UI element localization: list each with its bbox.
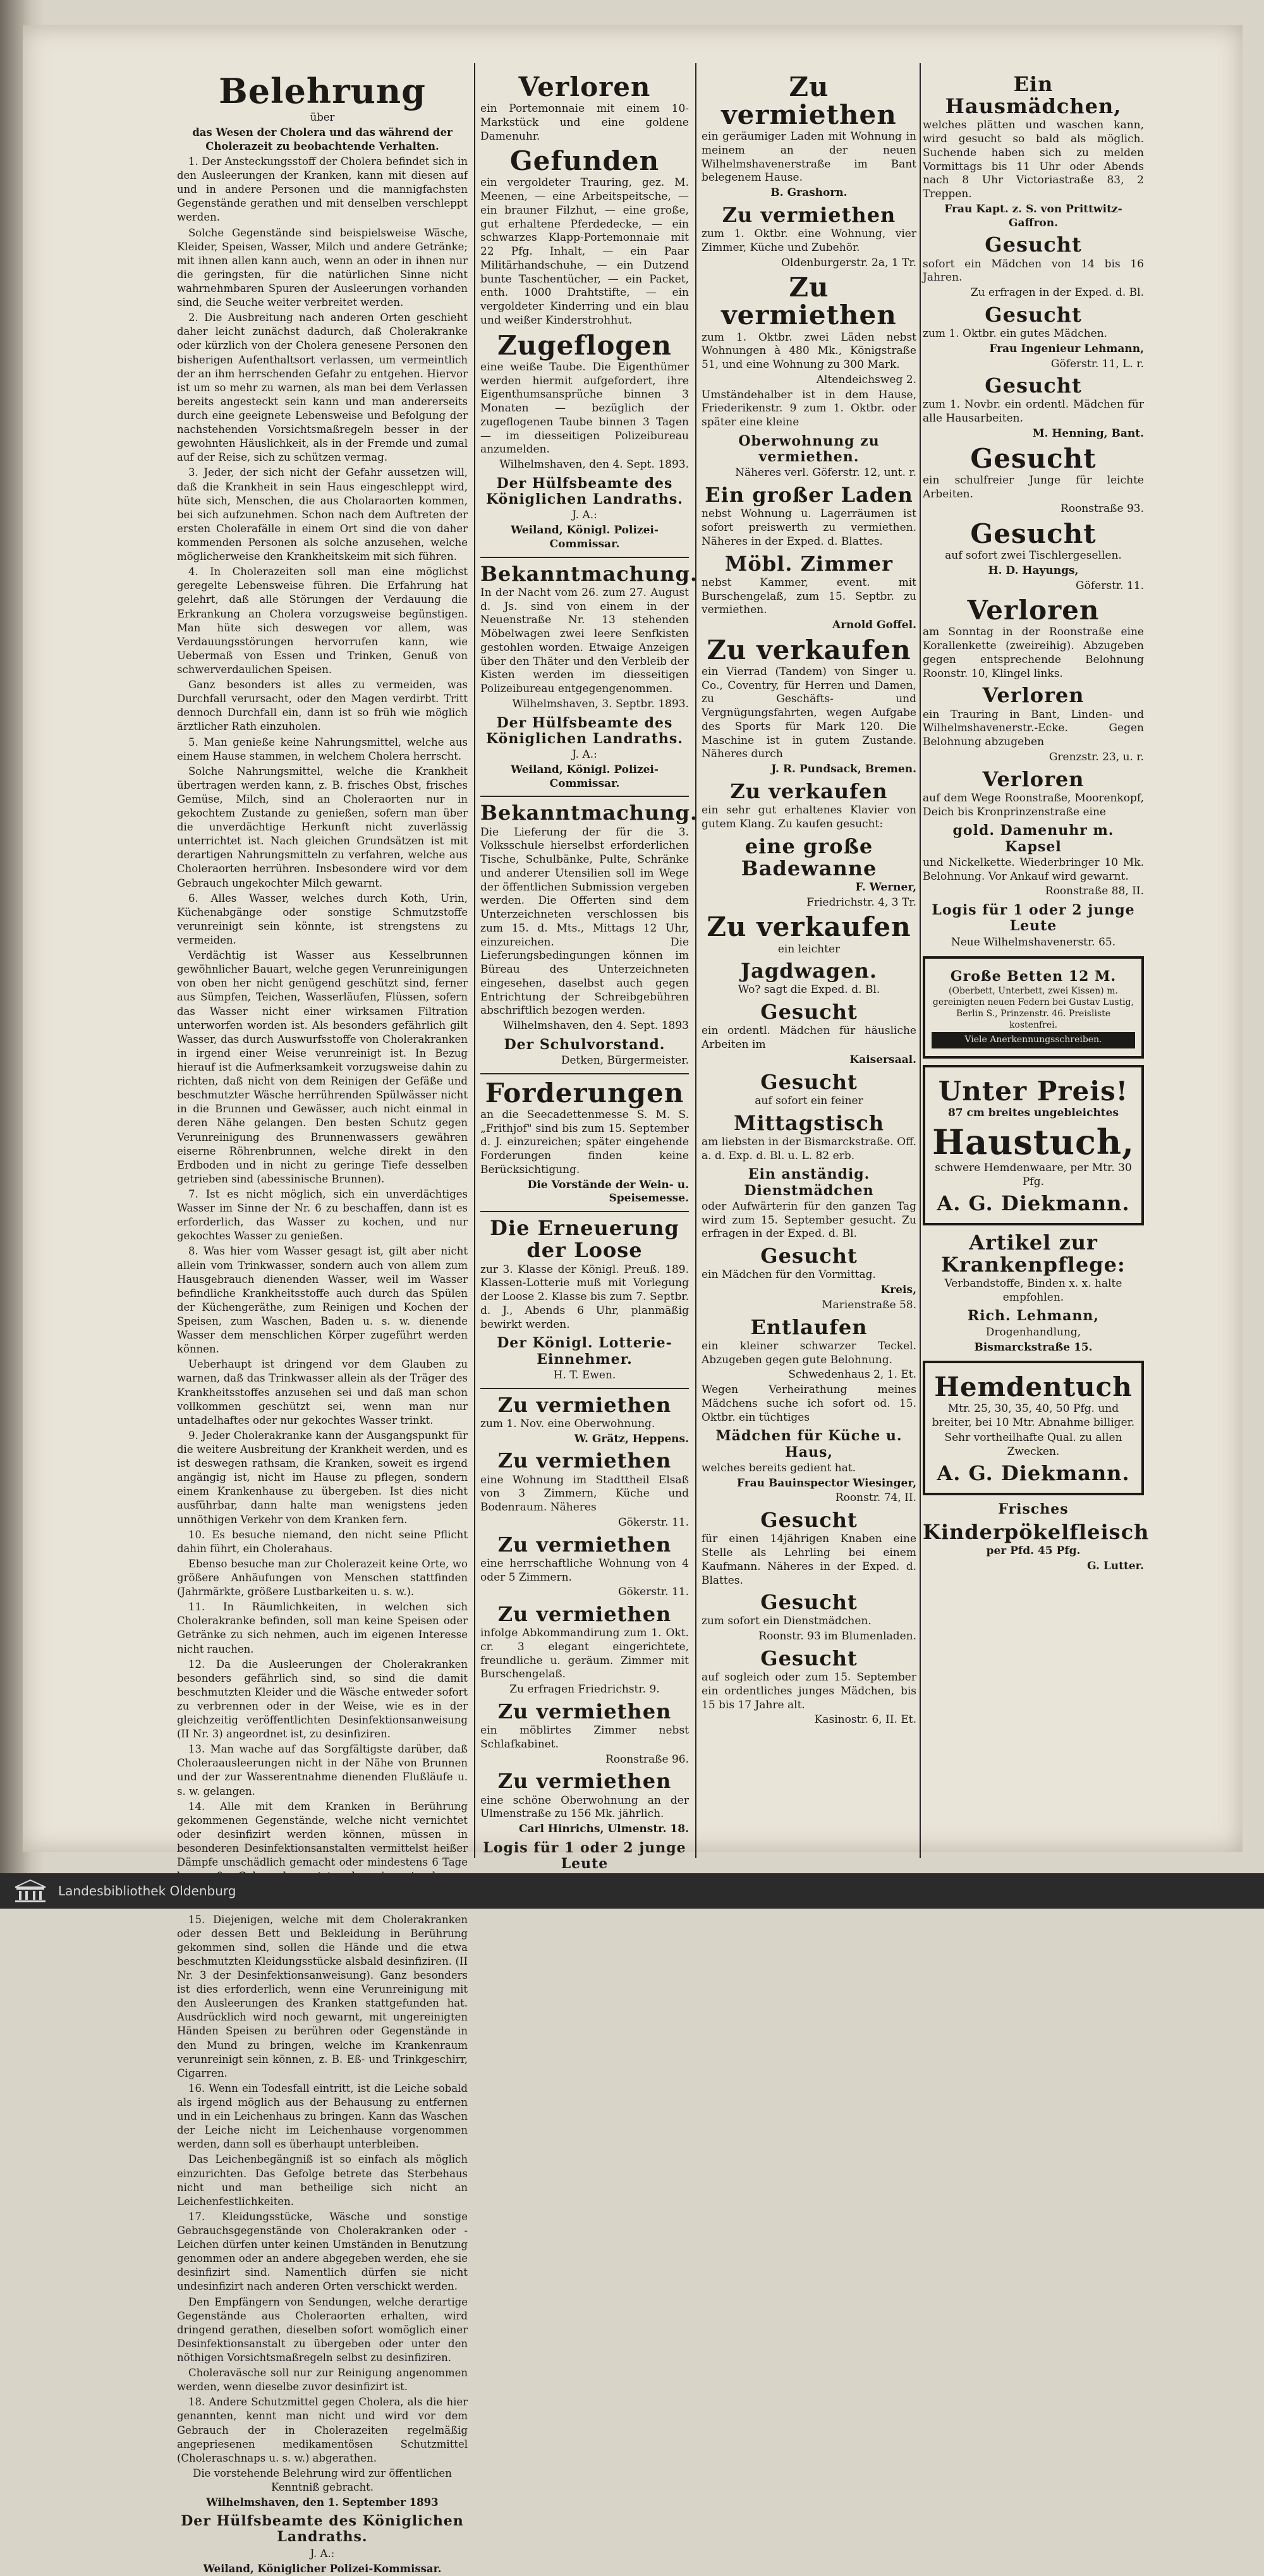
maedchen-kueche-text: welches bereits gedient hat.	[702, 1461, 856, 1474]
maedchen-kueche-title: Mädchen für Küche u. Haus,	[715, 1428, 902, 1461]
moebl-sig: Arnold Goffel.	[832, 619, 916, 632]
bekanntmachung-2-date: Wilhelmshaven, den 4. Sept. 1893	[502, 1019, 689, 1033]
damenuhr-text: und Nickelkette. Wiederbringer 10 Mk. Belohnung. Vor Ankauf wird gewarnt.	[923, 856, 1144, 883]
zv4-title: Zu vermiethen	[497, 1602, 672, 1627]
column-rule	[474, 63, 475, 1858]
hemdentuch-sig: A. G. Diekmann.	[937, 1461, 1130, 1486]
zv-wohnung-addr: Oldenburgerstr. 2a, 1 Tr.	[781, 256, 916, 269]
zvk2-title: Zu verkaufen	[730, 779, 888, 803]
zv-wohnung-text: zum 1. Oktbr. eine Wohnung, vier Zimmer, Küche und Zubehör.	[702, 228, 916, 254]
zv-laden-sig: B. Grashorn.	[770, 186, 848, 200]
ges4-title: Gesucht	[760, 1508, 858, 1533]
moebl-text: nebst Kammer, event. mit Burschengelaß, zum 15. Septbr. zu vermiethen.	[702, 576, 916, 617]
laden-title: Ein großer Laden	[705, 483, 913, 507]
unter-preis-text: schwere Hemdenwaare, per Mtr. 30 Pfg.	[935, 1161, 1132, 1188]
belehrung-title: Belehrung	[219, 71, 426, 111]
belehrung-paragraph: 8. Was hier vom Wasser gesagt ist, gilt aber nicht allein vom Trinkwasser, sondern auch von allem zum Hausgebrauch dienenden Wasser, weil im Wasser befindliche Krankheitsstoffe auch durch das Spülen der Küchengeräthe, zum Reinigen und Kochen der Speisen, zum Waschen, Baden u. s. w. dienende Wasser dem menschlichen Körper zugeführt werden können.	[177, 1245, 468, 1356]
belehrung-paragraph: 14. Alle mit dem Kranken in Berührung gekommenen Gegenstände, welche nicht vernichtet oder desinfizirt werden können, müssen in besonderen Desinfektionsanstalten vermittelst heißer Dämpfe unschädlich gemacht oder mindestens 6 Tage	[177, 1800, 468, 1869]
hausmaedchen-text: welches plätten und waschen kann, wird gesucht so bald als möglich. Suchende haben sich zu melden Vormittags bis 11 Uhr oder Abends nach 8 Uhr Victoriastraße 83, 2 Treppen.	[923, 119, 1144, 201]
dienstmaedchen-title: Ein anständig. Dienstmädchen	[744, 1166, 874, 1199]
column-rule	[695, 63, 696, 1858]
kinderpoekelfleisch-title: Kinderpökelfleisch	[923, 1519, 1150, 1544]
zv3-text: eine herrschaftliche Wohnung von 4 oder 5 Zimmern.	[480, 1557, 689, 1584]
zv4-addr: Zu erfragen Friedrichstr. 9.	[509, 1683, 660, 1696]
zv3-title: Zu vermiethen	[497, 1532, 672, 1557]
unter-preis-ad	[923, 1065, 1144, 1225]
zv2-text: eine Wohnung im Stadttheil Elsaß von 3 Zimmern, Küche und Bodenraum. Näheres	[480, 1473, 689, 1514]
belehrung-org: Der Hülfsbeamte des Königlichen Landraths.	[181, 2513, 464, 2546]
artikel-sig: Rich. Lehmann,	[968, 1308, 1099, 1325]
zv-wohnung-title: Zu vermiethen	[722, 202, 896, 227]
moebl-title: Möbl. Zimmer	[724, 551, 894, 576]
ges5-addr: Roonstr. 93 im Blumenladen.	[758, 1630, 916, 1643]
c4-ver2-title: Verloren	[982, 683, 1085, 708]
betten-title: Große Betten 12 M.	[950, 968, 1117, 985]
maedchen-kueche-sig: Frau Bauinspector Wiesinger,	[736, 1476, 916, 1490]
belehrung-paragraph: 1. Der Ansteckungsstoff der Cholera befindet sich in den Ausleerungen der Kranken, kann mit diesen auf und in andere Personen und die mannigfachsten Gegenstände gerathen und mit denselben verschleppt werden.	[177, 155, 468, 224]
library-building-icon	[13, 1878, 48, 1904]
badewanne-sig: F. Werner,	[855, 880, 916, 894]
ges5-title: Gesucht	[760, 1590, 858, 1615]
belehrung-paragraph: 3. Jeder, der sich nicht der Gefahr aussetzen will, daß die Krankheit in sein Haus eingeschleppt wird, hüte sich, Menschen, die aus Cholaraorten kommen, bei sich aufzunehmen. Schon nach dem Auftreten der ersten Cholerafälle in einem Ort sind die von daher kommenden Personen als solche anzusehen, welche möglicherweise den Krankheitskeim mit sich führen.	[177, 466, 468, 563]
ges2-text: auf sofort ein feiner	[755, 1094, 863, 1107]
belehrung-paragraph: 6. Alles Wasser, welches durch Koth, Urin, Küchenabgänge oder sonstige Schmutzstoffe verunreinigt sein könnte, ist strengstens zu vermeiden.	[177, 892, 468, 947]
c4-ges5-title: Gesucht	[970, 518, 1097, 550]
column-rule	[920, 63, 921, 1858]
gefunden-text: ein vergoldeter Trauring, gez. M. Meenen, — eine Arbeitspeitsche, — ein brauner Filzhut, — eine große, gut erhaltene Pferdedecke, — ein schwarzes Klapp-Portemonnaie mit 22 Pfg. Inhalt, — ein Paar Militärhandschuhe, — ein Dutzend bunte Taschentücher, — ein Packet, enth. 1000 Drahtstifte, — ein vergoldeter Kinderring und ein blau und weißer Kinderstrohhut.	[480, 176, 689, 327]
c4-ges1-text: sofort ein Mädchen von 14 bis 16 Jahren.	[923, 257, 1144, 284]
belehrung-paragraph: 5. Man genieße keine Nahrungsmittel, welche aus einem Hause stammen, in welchem Cholera herrscht.	[177, 736, 468, 762]
ges4-text: für einen 14jährigen Knaben eine Stelle als Lehrling bei einem Kaufmann. Näheres in der Exped. d. Blattes.	[702, 1533, 916, 1587]
badewanne-title: eine große Badewanne	[741, 834, 877, 880]
zv5-addr: Roonstraße 96.	[605, 1753, 689, 1766]
c4-ver1-title: Verloren	[967, 595, 1100, 626]
gefunden-title: Gefunden	[509, 145, 660, 177]
mittagstisch-title: Mittagstisch	[734, 1110, 884, 1135]
hemdentuch-text: Mtr. 25, 30, 35, 40, 50 Pfg. und breiter, bei 10 Mtr. Abnahme billiger.	[932, 1402, 1135, 1430]
c4-ges2-sig: Frau Ingenieur Lehmann,	[989, 342, 1144, 355]
jagdwagen-text: Wo? sagt die Exped. d. Bl.	[738, 983, 880, 997]
belehrung-paragraph: Verdächtig ist Wasser aus Kesselbrunnen gewöhnlicher Bauart, welche gegen Verunreinigungen von oben her nicht genügend geschützt sind, ferner aus Sümpfen, Teichen, Wasserläufen, Flüssen, sofern das Wasser nicht einer wirksamen Filtration unterworfen worden ist. Als besonders gefährlich gilt Wasser, das durch Auswurfsstoffe von Cholerakranken in irgend einer Weise verunreinigt ist. In Bezug hierauf ist die Aufmerksamkeit vorzugsweise dahin zu richten, daß nicht von dem Reinigen der Gefäße und beschmutzter Wäsche herrührenden Spülwässer nicht in die Brunnen und Gewässer, auch nicht einmal in deren Nähe gelangen. Den besten Schutz gegen Verunreinigung des Brunnenwassers gewähren eiserne Röhrenbrunnen, welche direkt in den Erdboden und in nicht zu geringe Tiefe desselben getrieben sind (abessinische Brunnen).	[177, 949, 468, 1185]
ges3-title: Gesucht	[760, 1244, 858, 1268]
ges6-text: auf sogleich oder zum 15. September ein ordentliches junges Mädchen, bis 15 bis 17 Jahre alt.	[702, 1671, 916, 1711]
bekanntmachung-2-text: Die Lieferung der für die 3. Volksschule hierselbst erforderlichen Tische, Schulbänke, Pulte, Schränke und anderer Utensilien soll im Wege der öffentlichen Submission vergeben werden. Die Offerten sind dem Unterzeichneten verschlossen bis zum 15. d. Mts., Mittags 12 Uhr, einzureichen. Die Lieferungsbedingungen können im Büreau des Unterzeichneten eingesehen, daselbst auch gegen Entrichtung der Schreibgebühren abschriftlich bezogen werden.	[480, 825, 689, 1018]
c4-ver3-title: Verloren	[982, 767, 1085, 791]
zv6-text: eine schöne Oberwohnung an der Ulmenstraße zu 156 Mk. jährlich.	[480, 1794, 689, 1821]
damenuhr-title: gold. Damenuhr m. Kapsel	[952, 822, 1114, 855]
dienstmaedchen-text: oder Aufwärterin für den ganzen Tag wird zum 15. September gesucht. Zu erfragen in der Exped. d. Bl.	[702, 1200, 916, 1241]
c4-logis-addr: Neue Wilhelmshavenerstr. 65.	[951, 935, 1116, 949]
erneuerung-text: zur 3. Klasse der Königl. Preuß. 189. Klassen-Lotterie muß mit Vorlegung der Loose 2. Klasse bis zum 7. Septbr. d. J., Abends 6 Uhr, planmäßig bewirkt werden.	[480, 1263, 689, 1331]
belehrung-paragraph: Das Leichenbegängniß ist so einfach als möglich einzurichten. Das Gefolge betrete das Sterbehaus nicht und man betheilige sich nicht an Leichenfestlichkeiten.	[177, 2153, 468, 2208]
c4-ges5-sig: H. D. Hayungs,	[988, 564, 1079, 577]
library-name: Landesbibliothek Oldenburg	[58, 1883, 236, 1899]
kinderpoekelfleisch-sig: G. Lutter.	[1087, 1559, 1144, 1572]
column-4	[923, 70, 1150, 1858]
zvk-text: ein Vierrad (Tandem) von Singer u. Co., Coventry, für Herren und Damen, zu Geschäfts- und Vergnügungsfahrten, wegen Aufgabe des Sports für Mark 120. Die Maschine ist in gutem Zustande. Näheres durch	[702, 665, 916, 761]
belehrung-ia: J. A.:	[310, 2547, 335, 2560]
c4-ver2-text: ein Trauring in Bant, Linden- und Wilhelmshavenerstr.-Ecke. Gegen Belohnung abzugeben	[923, 708, 1144, 749]
belehrung-sub2: das Wesen der Cholera und das während der Cholerazeit zu beobachtende Verhalten.	[192, 126, 453, 152]
verloren-text: ein Portemonnaie mit einem 10-Markstück und eine goldene Damenuhr.	[480, 102, 689, 143]
laden-text: nebst Wohnung u. Lagerräumen ist sofort preiswerth zu vermiethen. Näheres in der Exped. d. Blattes.	[702, 507, 916, 548]
belehrung-paragraph: 12. Da die Ausleerungen der Cholerakranken besonders gefährlich sind, so sind die damit beschmutzten Kleider und die Wäsche entweder sofort zu verbrennen oder in der Weise, wie es in der gleichzeitig veröffentlichten Desinfektionsanweisung (II Nr. 3) angeordnet ist, zu desinfiziren.	[177, 1658, 468, 1741]
lotterie-sig: H. T. Ewen.	[553, 1368, 616, 1382]
ges5-text: zum sofort ein Dienstmädchen.	[702, 1615, 872, 1628]
unter-preis-title: Unter Preis!	[938, 1076, 1129, 1107]
zv6-sig: Carl Hinrichs, Ulmenstr. 18.	[519, 1823, 689, 1836]
entlaufen-text: ein kleiner schwarzer Teckel. Abzugeben gegen gute Belohnung.	[702, 1339, 916, 1366]
zvk3-title: Zu verkaufen	[707, 911, 911, 943]
belehrung-paragraph: 16. Wenn ein Todesfall eintritt, ist die Leiche sobald als irgend möglich aus der Behausung zu entfernen und in ein Leichenhaus zu bringen. Kann das Waschen der Leiche nicht im Leichenhause vorgenommen werden, dann soll es überhaupt unterbleiben.	[177, 2082, 468, 2151]
artikel-title: Artikel zur Krankenpflege:	[941, 1230, 1126, 1277]
ges1-addr: Kaisersaal.	[849, 1053, 916, 1066]
zv6-title: Zu vermiethen	[497, 1769, 672, 1794]
column-3	[702, 70, 916, 1858]
zv2-addr: Gökerstr. 11.	[618, 1516, 689, 1529]
hemdentuch-title: Hemdentuch	[934, 1371, 1133, 1403]
ges3-sig: Kreis,	[880, 1284, 916, 1297]
bekanntmachung-2-title: Bekanntmachung.	[480, 801, 698, 825]
bekanntmachung-1-date: Wilhelmshaven, 3. Septbr. 1893.	[512, 697, 689, 710]
erneuerung-title: Die Erneuerung der Loose	[490, 1216, 679, 1263]
zv1-title: Zu vermiethen	[497, 1392, 672, 1417]
mittagstisch-text: am liebsten in der Bismarckstraße. Off. a. d. Exp. d. Bl. u. L. 82 erb.	[702, 1135, 916, 1162]
zv2-title: Zu vermiethen	[497, 1449, 672, 1473]
zv-umstaende-text: Umständehalber ist in dem Hause, Friederikenstr. 9 zum 1. Oktbr. oder später eine kleine	[702, 388, 916, 429]
column-belehrung	[177, 70, 468, 2575]
c4-ges2-text: zum 1. Oktbr. ein gutes Mädchen.	[923, 327, 1108, 340]
belehrung-paragraph: 4. In Cholerazeiten soll man eine möglichst geregelte Lebensweise führen. Die Erfahrung hat gelehrt, daß alle Störungen der Verdauung die Erkrankung an Cholera vorzugsweise begünstigen. Man hüte sich deswegen vor allem, was Verdauungsstörungen hervorrufen kann, wie Uebermaß von Essen und Trinken, Genuß von schwerverdaulichen Speisen.	[177, 566, 468, 676]
belehrung-paragraph: 9. Jeder Cholerakranke kann der Ausgangspunkt für die weitere Ausbreitung der Krankheit werden, und es ist deswegen rathsam, die Kranken, soweit es irgend angängig ist, nicht im Hause zu pflegen, sondern einem Krankenhause zu übergeben. Ist dies nicht ausführbar, dann halte man wenigstens jeden unnöthigen Verkehr von dem Kranken fern.	[177, 1429, 468, 1526]
zv1-text: zum 1. Nov. eine Oberwohnung.	[480, 1417, 655, 1430]
oberwohnung-title: Oberwohnung zu vermiethen.	[738, 432, 880, 466]
c4-ges4-title: Gesucht	[970, 442, 1097, 474]
frisches-title: Frisches	[998, 1500, 1069, 1517]
zv-laden-title: Zu vermiethen	[721, 71, 897, 131]
belehrung-paragraph: 17. Kleidungsstücke, Wäsche und sonstige Gebrauchsgegenstände von Cholerakranken oder -Leichen dürfen unter keinen Umständen in Benutzung genommen oder an andere abgegeben werden, ehe sie desinfizirt sind. Namentlich dürfen sie nicht undesinfizirt nach anderen Orten verschickt werden.	[177, 2210, 468, 2293]
c4-ges3-sig: M. Henning, Bant.	[1032, 427, 1144, 440]
huelfsbeamte-1: Der Hülfsbeamte des Königlichen Landraths.	[486, 475, 683, 508]
separator	[480, 796, 689, 797]
zv5-title: Zu vermiethen	[497, 1699, 672, 1723]
ges3-text: ein Mädchen für den Vormittag.	[702, 1268, 876, 1282]
zv-laden-text: ein geräumiger Laden mit Wohnung in meinem an der neuen Wilhelmshavenerstraße im Bant belegenem Hause.	[702, 130, 916, 185]
belehrung-paragraphs	[177, 155, 468, 2465]
ges6-addr: Kasinostr. 6, II. Et.	[814, 1713, 916, 1727]
zugeflogen-title: Zugeflogen	[497, 329, 672, 361]
belehrung-paragraph: 2. Die Ausbreitung nach anderen Orten geschieht daher leicht zunächst dadurch, daß Cholerakranke oder kürzlich von der Cholera genesene Personen den bisherigen Aufenthaltsort verlassen, um vermeintlich der an ihm herrschenden Gefahr zu entgehen. Hiervor ist um so mehr zu warnen, als man bei dem Verlassen bereits angesteckt sein kann und man andererseits durch eine geeignete Lebensweise und Befolgung der nachstehenden Vorsichtsmaßregeln besser in der gewohnten Häuslichkeit, als in der Fremde und zumal auf der Reise, sich zu schützen vermag.	[177, 312, 468, 464]
betten-text: (Oberbett, Unterbett, zwei Kissen) m. gereinigten neuen Federn bei Gustav Lustig, Berlin S., Prinzenstr. 46. Preisliste kostenfrei.	[932, 985, 1134, 1030]
betten-footer: Viele Anerkennungsschreiben.	[932, 1032, 1135, 1048]
forderungen-sig: Die Vorstände der Wein- u. Speisemesse.	[527, 1178, 689, 1205]
artikel-addr: Bismarckstraße 15.	[974, 1340, 1093, 1354]
jagdwagen-title: Jagdwagen.	[740, 959, 878, 983]
verloren-title: Verloren	[518, 71, 651, 102]
c4-ver2-addr: Grenzstr. 23, u. r.	[1048, 750, 1144, 763]
c4-ges5-text: auf sofort zwei Tischlergesellen.	[945, 549, 1122, 562]
belehrung-paragraph: 15. Diejenigen, welche mit dem Cholerakranken oder dessen Bett und Bekleidung in Berührung gekommen sind, sollen die Hände und die etwa beschmutzten Kleidungsstücke alsbald desinfiziren. (II Nr. 3 der Desinfektionsanweisung). Ganz besonders ist dies erforderlich, wenn eine Verunreinigung mit den Ausleerungen des Kranken stattgefunden hat. Ausdrücklich wird noch gewarnt, mit ungereinigten Händen Speisen zu berühren oder Gegenstände in den Mund zu bringen, welche im Krankenraum verunreinigt sein können, z. B. Eß- und Trinkgeschirr, Cigarren.	[177, 1913, 468, 2079]
library-footer	[0, 1873, 1264, 1909]
hemdentuch-ad	[923, 1361, 1144, 1495]
huelfsbeamte-1-ia: J. A.:	[572, 509, 597, 522]
belehrung-paragraph: Solche Nahrungsmittel, welche die Krankheit übertragen werden kann, z. B. frisches Obst, frisches Gemüse, Milch, sind an Choleraorten nur in gekochtem Zustande zu genießen, sofern man über die unverdächtige Herkunft nicht zuverlässig unterrichtet ist. Nach gleichen Grundsätzen ist mit derartigen Nahrungsmitteln zu verfahren, welche aus Choleraorten herrühren. Insbesondere wird vor dem Gebrauch ungekochter Milch gewarnt.	[177, 765, 468, 889]
c4-ver3-text: auf dem Wege Roonstraße, Moorenkopf, Deich bis Kronprinzenstraße eine	[923, 791, 1144, 818]
hausmaedchen-sig: Frau Kapt. z. S. von Prittwitz-Gaffron.	[944, 202, 1122, 229]
c4-ges1-title: Gesucht	[985, 233, 1082, 257]
belehrung-closing: Die vorstehende Belehrung wird zur öffentlichen Kenntniß gebracht.	[193, 2467, 452, 2493]
forderungen-text: an die Seecadettenmesse S. M. S. „Frithjof" sind bis zum 15. September d. J. einzureichen; später eingehende Forderungen finden keine Berücksichtigung.	[480, 1108, 689, 1176]
zv3-addr: Gökerstr. 11.	[618, 1586, 689, 1599]
huelfsbeamte-1-sig: Weiland, Königl. Polizei-Commissar.	[511, 524, 659, 550]
c4-ges4-text: ein schulfreier Junge für leichte Arbeiten.	[923, 473, 1144, 501]
c4-logis-title: Logis für 1 oder 2 junge Leute	[932, 902, 1135, 935]
huelfsbeamte-2-sig: Weiland, Königl. Polizei-Commissar.	[511, 763, 659, 790]
belehrung-place: Wilhelmshaven, den 1. September 1893	[206, 2496, 439, 2509]
separator	[480, 557, 689, 558]
bekanntmachung-1-text: In der Nacht vom 26. zum 27. August d. Js. sind von einem in der Neuenstraße Nr. 13 stehenden Möbelwagen zwei leere Senfkisten gestohlen worden. Etwaige Anzeigen über den Thäter und den Verbleib der Kisten werden im diesseitigen Polizeibureau entgegengenommen.	[480, 586, 689, 696]
belehrung-paragraph: Den Empfängern von Sendungen, welche derartige Gegenstände aus Choleraorten erhalten, wird dringend gerathen, dieselben sofort womöglich einer Desinfektionsanstalt zu übergeben oder unter den nöthigen Vorsichtsmaßregeln selbst zu desinfiziren.	[177, 2295, 468, 2364]
separator	[480, 1388, 689, 1389]
c4-ges1-addr: Zu erfragen in der Exped. d. Bl.	[970, 286, 1144, 300]
zv5-text: ein möblirtes Zimmer nebst Schlafkabinet.	[480, 1724, 689, 1751]
schulvorstand-sig: Detken, Bürgermeister.	[561, 1054, 689, 1067]
ges3-addr: Marienstraße 58.	[822, 1298, 916, 1311]
c4-ver1-text: am Sonntag in der Roonstraße eine Korallenkette (zweireihig). Abzugeben gegen entsprechende Belohnung Roonstr. 10, Klingel links.	[923, 626, 1144, 680]
haustuch-title: Haustuch,	[932, 1122, 1134, 1163]
ges2-title: Gesucht	[760, 1069, 858, 1094]
unter-preis-sig: A. G. Diekmann.	[937, 1191, 1130, 1216]
forderungen-title: Forderungen	[485, 1077, 684, 1109]
huelfsbeamte-2-ia: J. A.:	[572, 748, 597, 762]
zugeflogen-text: eine weiße Taube. Die Eigenthümer werden hiermit aufgefordert, ihre Eigenthumsansprüche binnen 3 Monaten — bezüglich der zugeflogenen Taube binnen 3 Tagen — im diesseitigen Polizeibureau anzumelden.	[480, 360, 689, 456]
zv4-text: infolge Abkommandirung zum 1. Okt. cr. 3 elegant eingerichtete, freundliche u. geräum. Zimmer mit Burschengelaß.	[480, 1627, 689, 1681]
c4-ges3-text: zum 1. Novbr. ein ordentl. Mädchen für alle Hausarbeiten.	[923, 398, 1144, 425]
belehrung-paragraph: Choleraväsche soll nur zur Reinigung angenommen werden, wenn dieselbe zuvor desinfizirt ist.	[177, 2367, 468, 2393]
logis-title: Logis für 1 oder 2 junge Leute	[483, 1839, 686, 1873]
schulvorstand: Der Schulvorstand.	[504, 1036, 665, 1053]
belehrung-paragraph: Ganz besonders ist alles zu vermeiden, was Durchfall verursacht, oder den Magen verdirbt. Tritt dennoch Durchfall ein, dann ist so früh wie möglich ärztlicher Rath einzuholen.	[177, 679, 468, 733]
artikel-sub: Drogenhandlung,	[985, 1325, 1081, 1339]
damenuhr-addr: Roonstraße 88, II.	[1045, 885, 1144, 898]
belehrung-paragraph: 18. Andere Schutzmittel gegen Cholera, als die hier genannten, kennt man nicht und wird vor dem Gebrauch der in Cholerazeiten regelmäßig angepriesenen medikamentösen Schutzmittel (Choleraschnaps u. s. w.) abgerathen.	[177, 2396, 468, 2464]
belehrung-paragraph: 10. Es besuche niemand, den nicht seine Pflicht dahin führt, ein Cholerahaus.	[177, 1528, 468, 1555]
column-2	[480, 70, 698, 1873]
betten-ad	[923, 956, 1144, 1059]
belehrung-paragraph: 7. Ist es nicht möglich, sich ein unverdächtiges Wasser im Sinne der Nr. 6 zu beschaffen, dann ist es erforderlich, das Wasser zu kochen, und nur gekochtes Wasser zu genießen.	[177, 1188, 468, 1242]
zvk3-sub: ein leichter	[777, 942, 841, 956]
zv-laeden-text: zum 1. Oktbr. zwei Läden nebst Wohnungen à 480 Mk., Königstraße 51, und eine Wohnung zu 300 Mark.	[702, 331, 916, 372]
c4-ges4-addr: Roonstraße 93.	[1060, 502, 1144, 516]
hausmaedchen-title: Ein Hausmädchen,	[945, 72, 1122, 119]
bekanntmachung-1-title: Bekanntmachung.	[480, 561, 698, 586]
unter-preis-sub: 87 cm breites ungebleichtes	[947, 1107, 1119, 1120]
belehrung-paragraph: 13. Man wache auf das Sorgfältigste darüber, daß Choleraausleerungen nicht in der Nähe von Brunnen und der zur Wasserentnahme dienenden Flußläufe u. s. w. gelangen.	[177, 1743, 468, 1797]
zv-laeden-title: Zu vermiethen	[721, 272, 897, 331]
artikel-text: Verbandstoffe, Binden x. x. halte empfohlen.	[944, 1277, 1122, 1304]
zv1-sig: W. Grätz, Heppens.	[574, 1432, 689, 1445]
zv-laeden-addr: Altendeichsweg 2.	[816, 373, 916, 386]
huelfsbeamte-2: Der Hülfsbeamte des Königlichen Landraths.	[486, 714, 683, 747]
zugeflogen-date: Wilhelmshaven, den 4. Sept. 1893.	[499, 458, 689, 471]
belehrung-sub1: über	[310, 111, 335, 123]
hemdentuch-text2: Sehr vortheilhafte Qual. zu allen Zwecken.	[944, 1431, 1122, 1458]
separator	[480, 1211, 689, 1212]
zvk2-text: ein sehr gut erhaltenes Klavier von gutem Klang. Zu kaufen gesucht:	[702, 804, 916, 830]
ges6-title: Gesucht	[760, 1646, 858, 1670]
c4-ges3-title: Gesucht	[985, 374, 1082, 398]
c4-ges2-addr: Göferstr. 11, L. r.	[1050, 357, 1144, 370]
ges1-title: Gesucht	[760, 1000, 858, 1024]
belehrung-paragraph: 11. In Räumlichkeiten, in welchen sich Cholerakranke befinden, soll man keine Speisen oder Getränke zu sich nehmen, auch im eigenen Interesse nicht rauchen.	[177, 1601, 468, 1655]
c4-ges2-title: Gesucht	[985, 302, 1082, 327]
entlaufen-addr: Schwedenhaus 2, 1. Et.	[788, 1368, 916, 1382]
oberwohnung-addr: Näheres verl. Göferstr. 12, unt. r.	[735, 466, 916, 480]
kinderpoekelfleisch-price: per Pfd. 45 Pfg.	[986, 1545, 1081, 1558]
badewanne-addr: Friedrichstr. 4, 3 Tr.	[806, 896, 916, 909]
belehrung-paragraph: Ebenso besuche man zur Cholerazeit keine Orte, wo größere Anhäufungen von Menschen stattfinden (Jahrmärkte, größere Lustbarkeiten u. s. w.).	[177, 1557, 468, 1598]
belehrung-paragraph: Solche Gegenstände sind beispielsweise Wäsche, Kleider, Speisen, Wasser, Milch und andere Getränke; mit ihnen allen kann auch, wenn an oder in ihnen nur die geringsten, für die natürlichen Sinne nicht wahrnehmbaren Spuren der Ausleerungen vorhanden sind, die Seuche weiter verbreitet werden.	[177, 226, 468, 309]
maedchen-kueche-addr: Roonstr. 74, II.	[835, 1492, 916, 1505]
zvk-sig: J. R. Pundsack, Bremen.	[771, 763, 916, 776]
zvk-title: Zu verkaufen	[707, 634, 911, 665]
belehrung-signature: Weiland, Königlicher Polizei-Kommissar.	[203, 2562, 442, 2575]
separator	[480, 1073, 689, 1074]
c4-ges5-addr: Göferstr. 11.	[1076, 579, 1144, 592]
ges1-text: ein ordentl. Mädchen für häusliche Arbeiten im	[702, 1024, 916, 1052]
entlaufen-title: Entlaufen	[750, 1315, 868, 1339]
belehrung-paragraph: Ueberhaupt ist dringend vor dem Glauben zu warnen, daß das Trinkwasser allein als der Träger des Krankheitsstoffes anzusehen sei und daß man schon vollkommen geschützt sei, wenn man nur untadelhaftes oder nur gekochtes Wasser trinkt.	[177, 1358, 468, 1426]
lotterie-einnehmer: Der Königl. Lotterie-Einnehmer.	[497, 1335, 672, 1368]
verheirathung-text: Wegen Verheirathung meines Mädchens suche ich sofort od. 15. Oktbr. ein tüchtiges	[702, 1383, 916, 1424]
